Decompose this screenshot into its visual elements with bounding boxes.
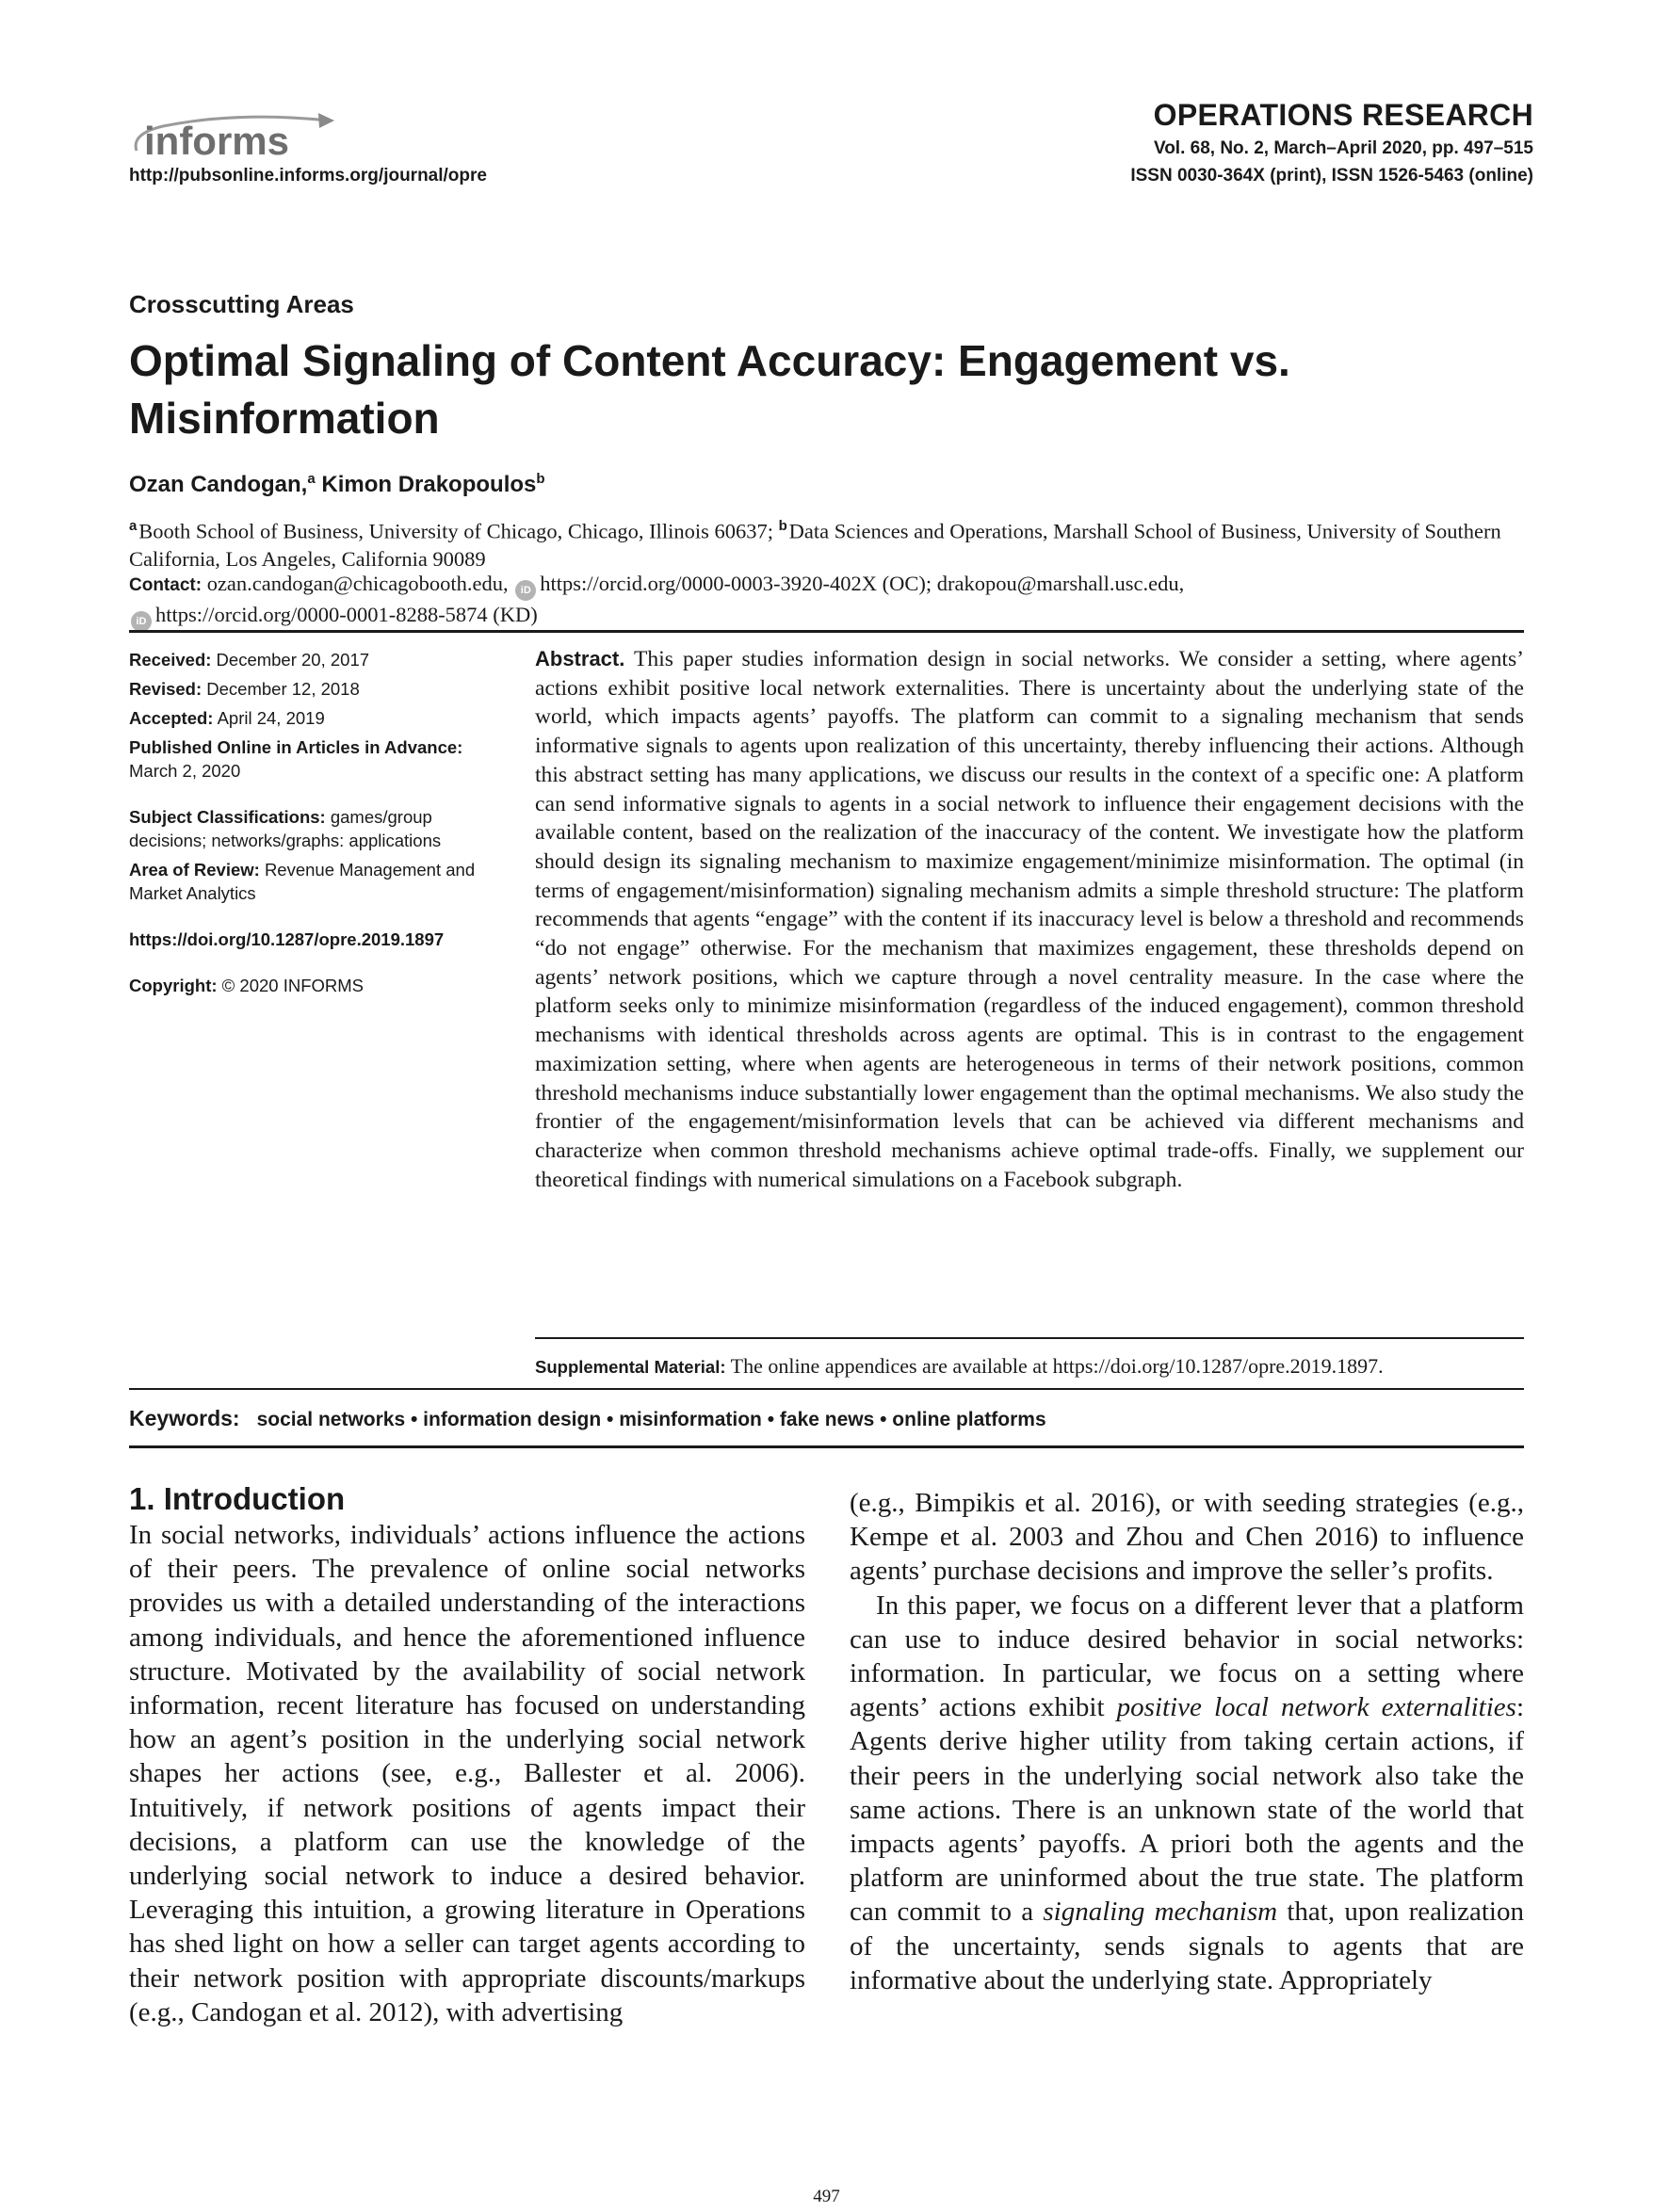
area-of-review: Revenue Management and Market Analytics: [129, 860, 476, 903]
body-paragraph: (e.g., Bimpikis et al. 2016), or with seeding strategies (e.g., Kempe et al. 2003 and Zhou and Chen 2016) to influence agents’ purchase decisions and improve the seller’s profits.: [850, 1488, 1524, 1587]
subject-classifications: games/group decisions; networks/graphs: applications: [129, 807, 442, 850]
author-name[interactable]: Ozan Candogan,: [129, 472, 308, 497]
area-label: Area of Review:: [129, 860, 260, 880]
accepted-label: Accepted:: [129, 708, 214, 728]
supplemental-text: The online appendices are available at https://doi.org/10.1287/opre.2019.1897.: [730, 1354, 1384, 1378]
emphasis: signaling mechanism: [1043, 1897, 1278, 1928]
doi-link[interactable]: https://doi.org/10.1287/opre.2019.1897: [129, 929, 445, 949]
contact-label: Contact:: [129, 575, 203, 595]
contact-info: [129, 570, 1523, 632]
article-title: Optimal Signaling of Content Accuracy: Engagement vs. Misinformation: [129, 336, 1290, 443]
section-heading: 1. Introduction: [129, 1481, 346, 1516]
keywords: [129, 1406, 1524, 1431]
body-paragraph: In social networks, individuals’ actions influence the actions of their peers. The prevalence of online social networks provides us with a detailed understanding of the interactions among individuals, and hence the aforementioned influence structure. Motivated by the availability of social network information, recent literature has focused on understanding how an agent’s position in the underlying social network shapes her actions (see, e.g., Ballester et al. 2006). Intuitively, if network positions of agents impact their decisions, a platform can use the knowledge of the underlying social network to induce a desired behavior. Leveraging this intuition, a growing literature in Operations has shed light on how a seller can target agents according to their network position with appropriate discounts/markups (e.g., Candogan et al. 2012), with advertising: [129, 1520, 805, 2027]
affil-mark: b: [778, 518, 787, 534]
affiliation-a: Booth School of Business, University of Chicago, Chicago, Illinois 60637;: [138, 519, 773, 543]
article-history-sidebar: [129, 648, 496, 1003]
author-name[interactable]: Kimon Drakopoulos: [321, 472, 537, 497]
affil-mark: a: [129, 518, 138, 534]
revised-label: Revised:: [129, 679, 203, 699]
journal-name: OPERATIONS RESEARCH: [1153, 98, 1533, 132]
body-column-left: [129, 1480, 805, 2029]
supplemental-material: [535, 1353, 1524, 1380]
subject-label: Subject Classifications:: [129, 807, 326, 827]
abstract: [535, 645, 1524, 1194]
supplemental-label: Supplemental Material:: [535, 1357, 726, 1377]
orcid-icon: iD: [131, 611, 152, 632]
email-link[interactable]: drakopou@marshall.usc.edu,: [936, 572, 1185, 595]
header-divider: [129, 630, 1524, 633]
affiliation-b: Data Sciences and Operations, Marshall School of Business, University of Southern California, Los Angeles, California 90089: [129, 519, 1501, 571]
abstract-divider: [535, 1337, 1524, 1339]
orcid-icon: iD: [515, 580, 536, 601]
received-date: December 20, 2017: [216, 650, 370, 670]
email-link[interactable]: ozan.candogan@chicagobooth.edu,: [206, 572, 509, 595]
body-column-right: [850, 1486, 1524, 1997]
logo-wordmark: informs: [144, 119, 290, 162]
author-list: [129, 471, 545, 498]
published-date: March 2, 2020: [129, 761, 241, 781]
orcid-link[interactable]: https://orcid.org/0000-0003-3920-402X (OC);: [540, 572, 932, 595]
informs-logo: [125, 105, 351, 162]
author-affil-mark: a: [307, 471, 316, 487]
journal-url[interactable]: http://pubsonline.informs.org/journal/opre: [129, 166, 487, 186]
emphasis: positive local network externalities: [1116, 1692, 1516, 1723]
orcid-link[interactable]: https://orcid.org/0000-0001-8288-5874 (KD): [155, 603, 538, 626]
volume-info: Vol. 68, No. 2, March–April 2020, pp. 497–515: [1153, 138, 1533, 158]
abstract-label: Abstract.: [535, 647, 625, 670]
page-number: 497: [813, 2187, 840, 2206]
informs-logo-graphic: [125, 105, 351, 162]
abstract-text: This paper studies information design in social networks. We consider a setting, where agents’ actions exhibit positive local network externalities. There is uncertainty about the underlying state of the world, which impacts agents’ payoffs. The platform can commit to a signaling mechanism that sends informative signals to agents upon realization of this uncertainty, thereby influencing their actions. Although this abstract setting has many applications, we discuss our results in the context of a specific one: A platform can send informative signals to agents in a social network to influence their engagement decisions with the available content, based on the realization of the inaccuracy of the content. We investigate how the platform should design its signaling mechanism to maximize engagement/minimize misinformation. The optimal (in terms of engagement/misinformation) signaling mechanism admits a simple threshold structure: The platform recommends that agents “engage” with the content if its inaccuracy level is below a threshold and recommends “do not engage” otherwise. For the mechanism that maximizes engagement, these thresholds depend on agents’ network positions, which we capture through a novel centrality measure. In the case where the platform seeks only to minimize misinformation (regardless of the induced engagement), common threshold mechanisms with identical thresholds across agents are optimal. This is in contrast to the engagement maximization setting, where when agents are heterogeneous in terms of their network positions, common threshold mechanisms induce substantially lower engagement than the optimal mechanisms. We also study the frontier of the engagement/misinformation levels that can be achieved via different mechanisms and characterize when common threshold mechanisms achieve optimal trade-offs. Finally, we supplement our theoretical findings with numerical simulations on a Facebook subgraph.: [535, 647, 1524, 1192]
author-affil-mark: b: [536, 471, 545, 487]
affiliations: [129, 512, 1523, 573]
keywords-bottom-divider: [129, 1445, 1524, 1448]
keywords-label: Keywords:: [129, 1406, 240, 1430]
keywords-list: social networks • information design • misinformation • fake news • online platforms: [256, 1409, 1046, 1430]
accepted-date: April 24, 2019: [217, 708, 325, 728]
received-label: Received:: [129, 650, 212, 670]
section-label: Crosscutting Areas: [129, 290, 354, 318]
copyright-label: Copyright:: [129, 976, 218, 995]
body-paragraph: In this paper, we focus on a different lever that a platform can use to induce desired behavior in social networks: information. In particular, we focus on a setting where agents’ actions exhibit positive local network externalities: Agents derive higher utility from taking certain actions, if their peers in the underlying social network also take the same actions. There is an unknown state of the world that impacts agents’ payoffs. A priori both the agents and the platform are uninformed about the true state. The platform can commit to a signaling mechanism that, upon realization of the uncertainty, sends signals to agents that are informative about the underlying state. Appropriately: [850, 1590, 1524, 1995]
revised-date: December 12, 2018: [206, 679, 360, 699]
keywords-top-divider: [129, 1388, 1524, 1390]
copyright-text: © 2020 INFORMS: [221, 976, 365, 995]
published-label: Published Online in Articles in Advance:: [129, 737, 463, 757]
issn-info: ISSN 0030-364X (print), ISSN 1526-5463 (online): [1130, 166, 1533, 186]
